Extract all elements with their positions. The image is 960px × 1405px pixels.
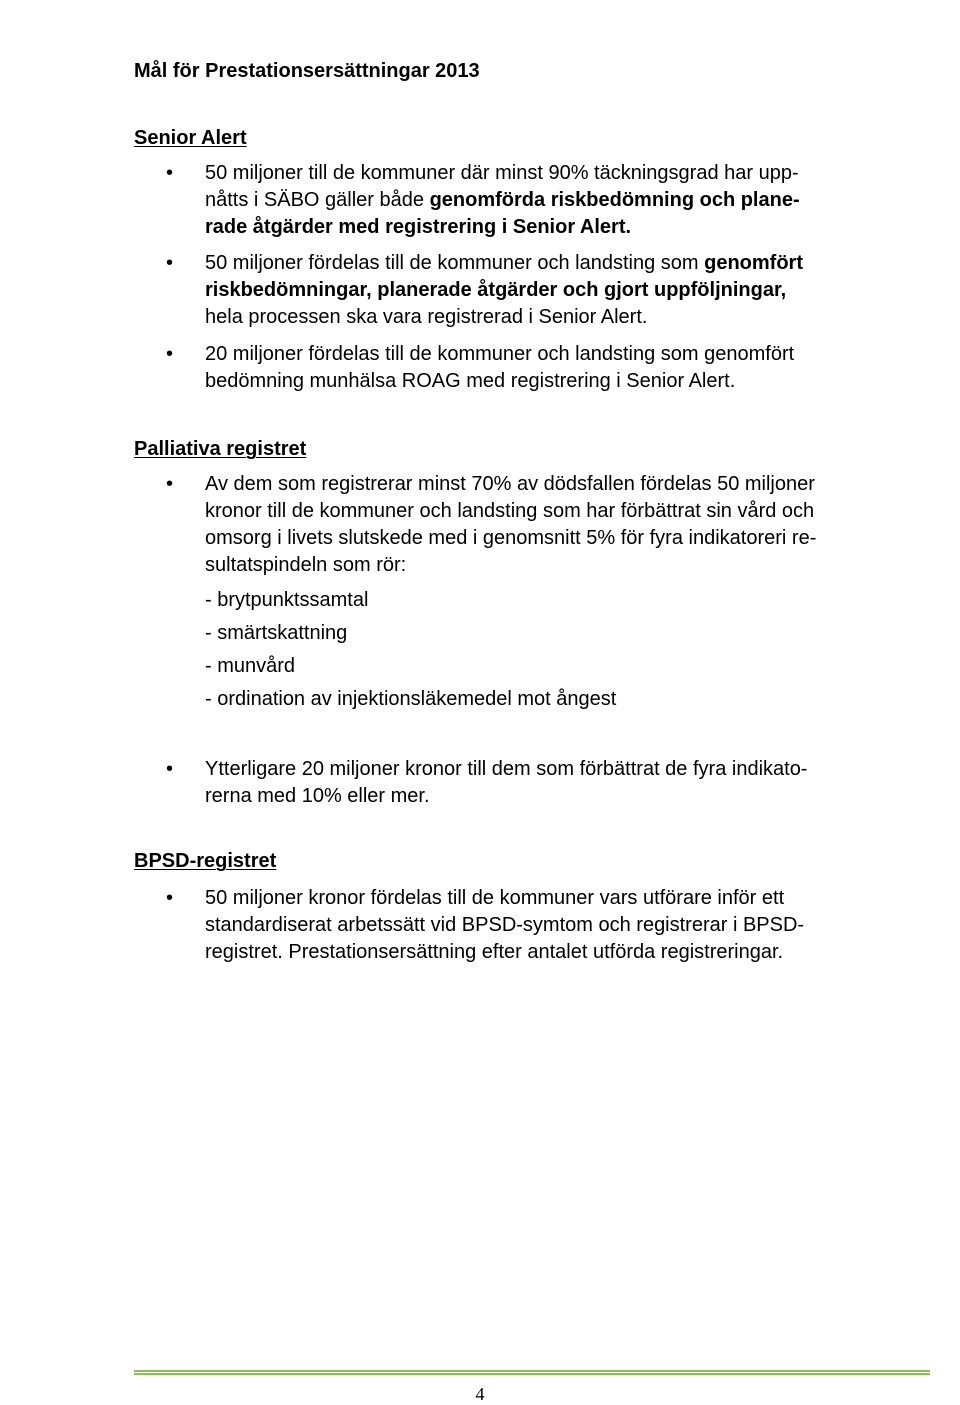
text-line [205,250,940,277]
text-line: omsorg i livets slutskede med i genomsnitt 5% för fyra indikatoreri re- [205,527,817,549]
text-line: 20 miljoner fördelas till de kommuner och landsting som genomfört [205,343,795,365]
bullet-icon: • [166,758,174,780]
sub-item: - munvård [205,655,296,677]
text-line: Ytterligare 20 miljoner kronor till dem som förbättrat de fyra indikato- [205,758,808,780]
document-title: Mål för Prestationsersättningar 2013 [134,60,480,82]
bold-text: genomfört [704,252,804,274]
sub-item: - ordination av injektionsläkemedel mot ångest [205,688,617,710]
text-line: registret. Prestationsersättning efter antalet utförda registreringar. [205,941,784,963]
bold-text: rade åtgärder med registrering i Senior Alert. [205,216,632,238]
bullet-icon: • [166,252,174,274]
text-line [205,214,940,241]
bullet-icon: • [166,162,174,184]
text-line: kronor till de kommuner och landsting som har förbättrat sin vård och [205,500,815,522]
list-item [205,341,940,395]
section-heading-bpsd: BPSD-registret [134,850,277,872]
text-line: standardiserat arbetssätt vid BPSD-symtom och registrerar i BPSD- [205,914,805,936]
list-item [205,885,940,966]
text-line: sultatspindeln som rör: [205,554,407,576]
text-span: 50 miljoner fördelas till de kommuner och landsting som [205,252,705,274]
section-heading-senior-alert: Senior Alert [134,127,247,149]
list-item [205,471,940,579]
text-line: rerna med 10% eller mer. [205,785,430,807]
bold-text: riskbedömningar, planerade åtgärder och gjort uppföljningar, [205,279,787,301]
text-line [205,277,940,304]
list-item [205,250,940,331]
sub-item: - smärtskattning [205,622,348,644]
text-span: nåtts i SÄBO gäller både [205,189,430,211]
text-line: 50 miljoner till de kommuner där minst 90% täckningsgrad har upp- [205,162,799,184]
bullet-icon: • [166,473,174,495]
page-number: 4 [475,1384,485,1404]
text-line [205,187,940,214]
text-line: Av dem som registrerar minst 70% av dödsfallen fördelas 50 miljoner [205,473,815,495]
list-item [205,160,940,241]
bold-text: genomförda riskbedömning och plane- [429,189,800,211]
text-line: 50 miljoner kronor fördelas till de kommuner vars utförare inför ett [205,887,785,909]
bullet-icon: • [166,887,174,909]
sub-item: - brytpunktssamtal [205,589,369,611]
footer-rule [134,1370,930,1375]
section-heading-palliativa: Palliativa registret [134,438,307,460]
list-item [205,756,940,810]
text-line: bedömning munhälsa ROAG med registrering i Senior Alert. [205,370,736,392]
bullet-icon: • [166,343,174,365]
text-line: hela processen ska vara registrerad i Senior Alert. [205,306,648,328]
